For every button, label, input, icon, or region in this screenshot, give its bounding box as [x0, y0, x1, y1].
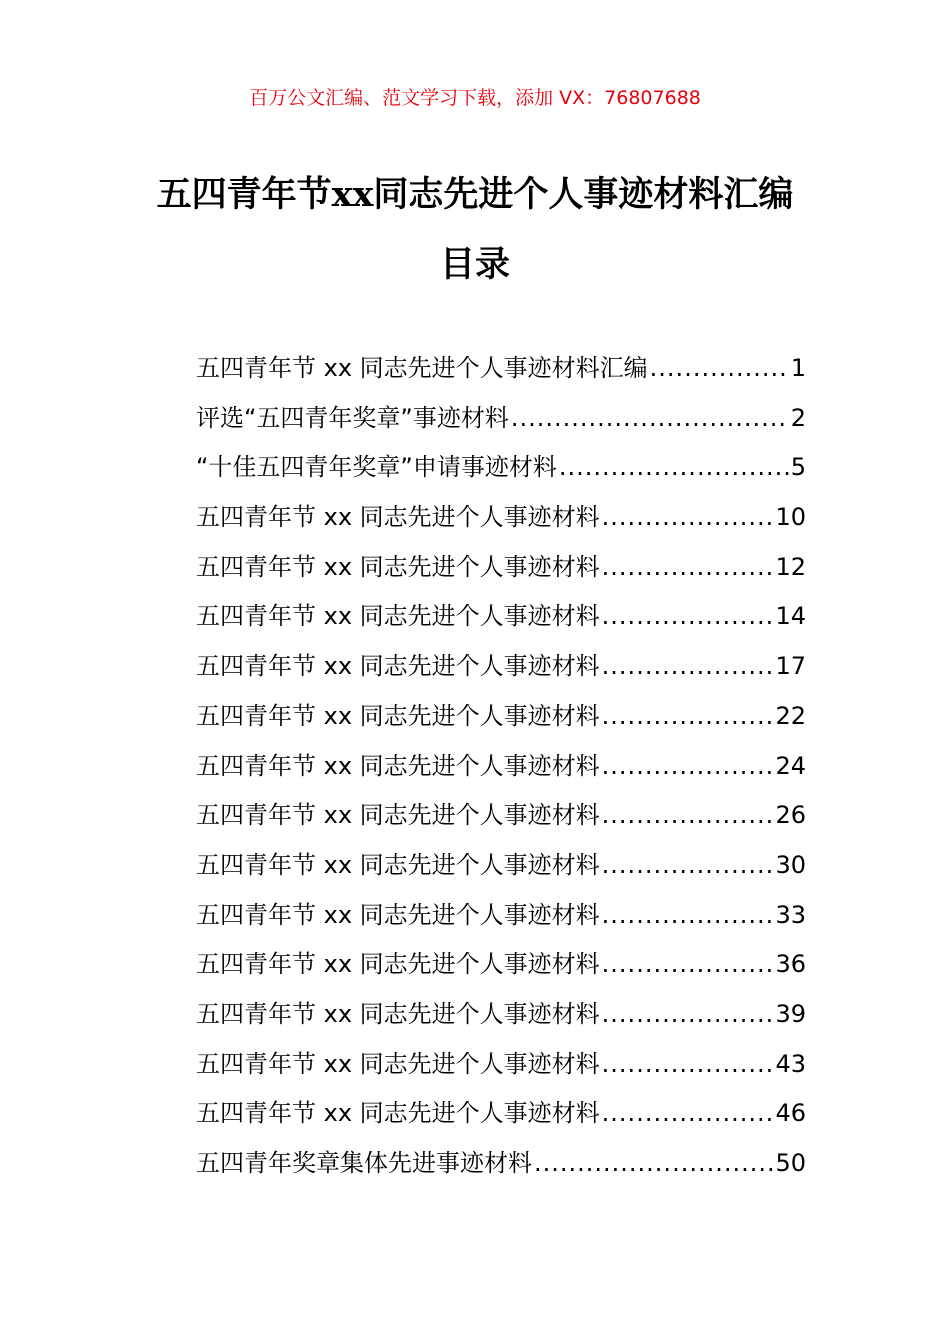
document-title [0, 170, 950, 220]
toc-entry-title: 评选“五四青年奖章”事迹材料 [196, 403, 509, 432]
toc-dot-leader [602, 543, 774, 593]
toc-dot-leader [602, 940, 774, 990]
toc-entry-page-number: 43 [775, 1049, 806, 1078]
toc-entry-title: 五四青年节 xx 同志先进个人事迹材料 [196, 552, 600, 581]
toc-entry-page-number: 17 [775, 652, 806, 681]
toc-entry-title: 五四青年节 xx 同志先进个人事迹材料 [196, 850, 600, 879]
toc-entry-page-number: 46 [775, 1099, 806, 1128]
toc-dot-leader [602, 642, 774, 692]
toc-entry-page-number: 14 [775, 602, 806, 631]
toc-entry-title: 五四青年节 xx 同志先进个人事迹材料 [196, 950, 600, 979]
toc-entry-page-number: 5 [790, 453, 806, 482]
toc-heading: 目录 [439, 245, 510, 285]
toc-entry[interactable] [196, 990, 806, 1040]
toc-entry[interactable] [196, 443, 806, 493]
toc-entry[interactable] [196, 1040, 806, 1090]
toc-entry-title: 五四青年节 xx 同志先进个人事迹材料 [196, 503, 600, 532]
toc-dot-leader [602, 891, 774, 941]
toc-entry[interactable] [196, 1139, 806, 1189]
toc-entry[interactable] [196, 791, 806, 841]
toc-dot-leader [650, 344, 789, 394]
toc-entry-title: 五四青年节 xx 同志先进个人事迹材料 [196, 701, 600, 730]
toc-dot-leader [511, 394, 789, 444]
toc-entry[interactable] [196, 394, 806, 444]
toc-entry-page-number: 12 [775, 552, 806, 581]
toc-dot-leader [602, 692, 774, 742]
toc-entry[interactable] [196, 493, 806, 543]
toc-entry[interactable] [196, 692, 806, 742]
toc-entry[interactable] [196, 543, 806, 593]
toc-entry-page-number: 10 [775, 503, 806, 532]
toc-entry[interactable] [196, 1089, 806, 1139]
toc-entry-title: 五四青年节 xx 同志先进个人事迹材料 [196, 602, 600, 631]
toc-entry[interactable] [196, 742, 806, 792]
toc-dot-leader [602, 791, 774, 841]
toc-dot-leader [602, 592, 774, 642]
toc-entry-title: 五四青年节 xx 同志先进个人事迹材料 [196, 1099, 600, 1128]
table-of-contents [196, 344, 806, 1189]
toc-dot-leader [602, 841, 774, 891]
toc-dot-leader [602, 1089, 774, 1139]
toc-entry[interactable] [196, 642, 806, 692]
toc-entry-title: 五四青年节 xx 同志先进个人事迹材料 [196, 801, 600, 830]
toc-entry[interactable] [196, 940, 806, 990]
toc-dot-leader [602, 742, 774, 792]
toc-entry[interactable] [196, 841, 806, 891]
toc-dot-leader [602, 1040, 774, 1090]
toc-entry-page-number: 33 [775, 900, 806, 929]
toc-entry-title: “十佳五四青年奖章”申请事迹材料 [196, 453, 557, 482]
title-part-3: 同志先进个人事迹材料汇编 [373, 175, 794, 215]
toc-entry-page-number: 1 [790, 354, 806, 382]
toc-entry-title: 五四青年节 xx 同志先进个人事迹材料 [196, 1049, 600, 1078]
toc-entry-page-number: 22 [775, 701, 806, 730]
toc-entry-title: 五四青年节 xx 同志先进个人事迹材料 [196, 999, 600, 1028]
toc-entry-page-number: 39 [775, 999, 806, 1028]
toc-entry-page-number: 26 [775, 801, 806, 830]
title-part-2: xx [331, 174, 374, 215]
toc-entry-page-number: 50 [775, 1149, 806, 1177]
toc-entry[interactable] [196, 344, 806, 394]
toc-dot-leader [602, 990, 774, 1040]
toc-entry-title: 五四青年节 xx 同志先进个人事迹材料 [196, 652, 600, 681]
toc-dot-leader [559, 443, 789, 493]
toc-entry-page-number: 36 [775, 950, 806, 979]
toc-dot-leader [534, 1139, 773, 1189]
toc-dot-leader [602, 493, 774, 543]
toc-entry-title: 五四青年节 xx 同志先进个人事迹材料 [196, 751, 600, 780]
toc-entry[interactable] [196, 592, 806, 642]
toc-entry[interactable] [196, 891, 806, 941]
title-part-1: 五四青年节 [156, 175, 332, 215]
header-note: 百万公文汇编、范文学习下载，添加 VX：76807688 [249, 87, 701, 109]
toc-entry-page-number: 24 [775, 751, 806, 780]
toc-entry-page-number: 30 [775, 850, 806, 879]
toc-entry-title: 五四青年节 xx 同志先进个人事迹材料 [196, 900, 600, 929]
toc-entry-title: 五四青年节 xx 同志先进个人事迹材料汇编 [196, 354, 648, 382]
toc-entry-page-number: 2 [790, 403, 806, 432]
toc-entry-title: 五四青年奖章集体先进事迹材料 [196, 1149, 532, 1177]
